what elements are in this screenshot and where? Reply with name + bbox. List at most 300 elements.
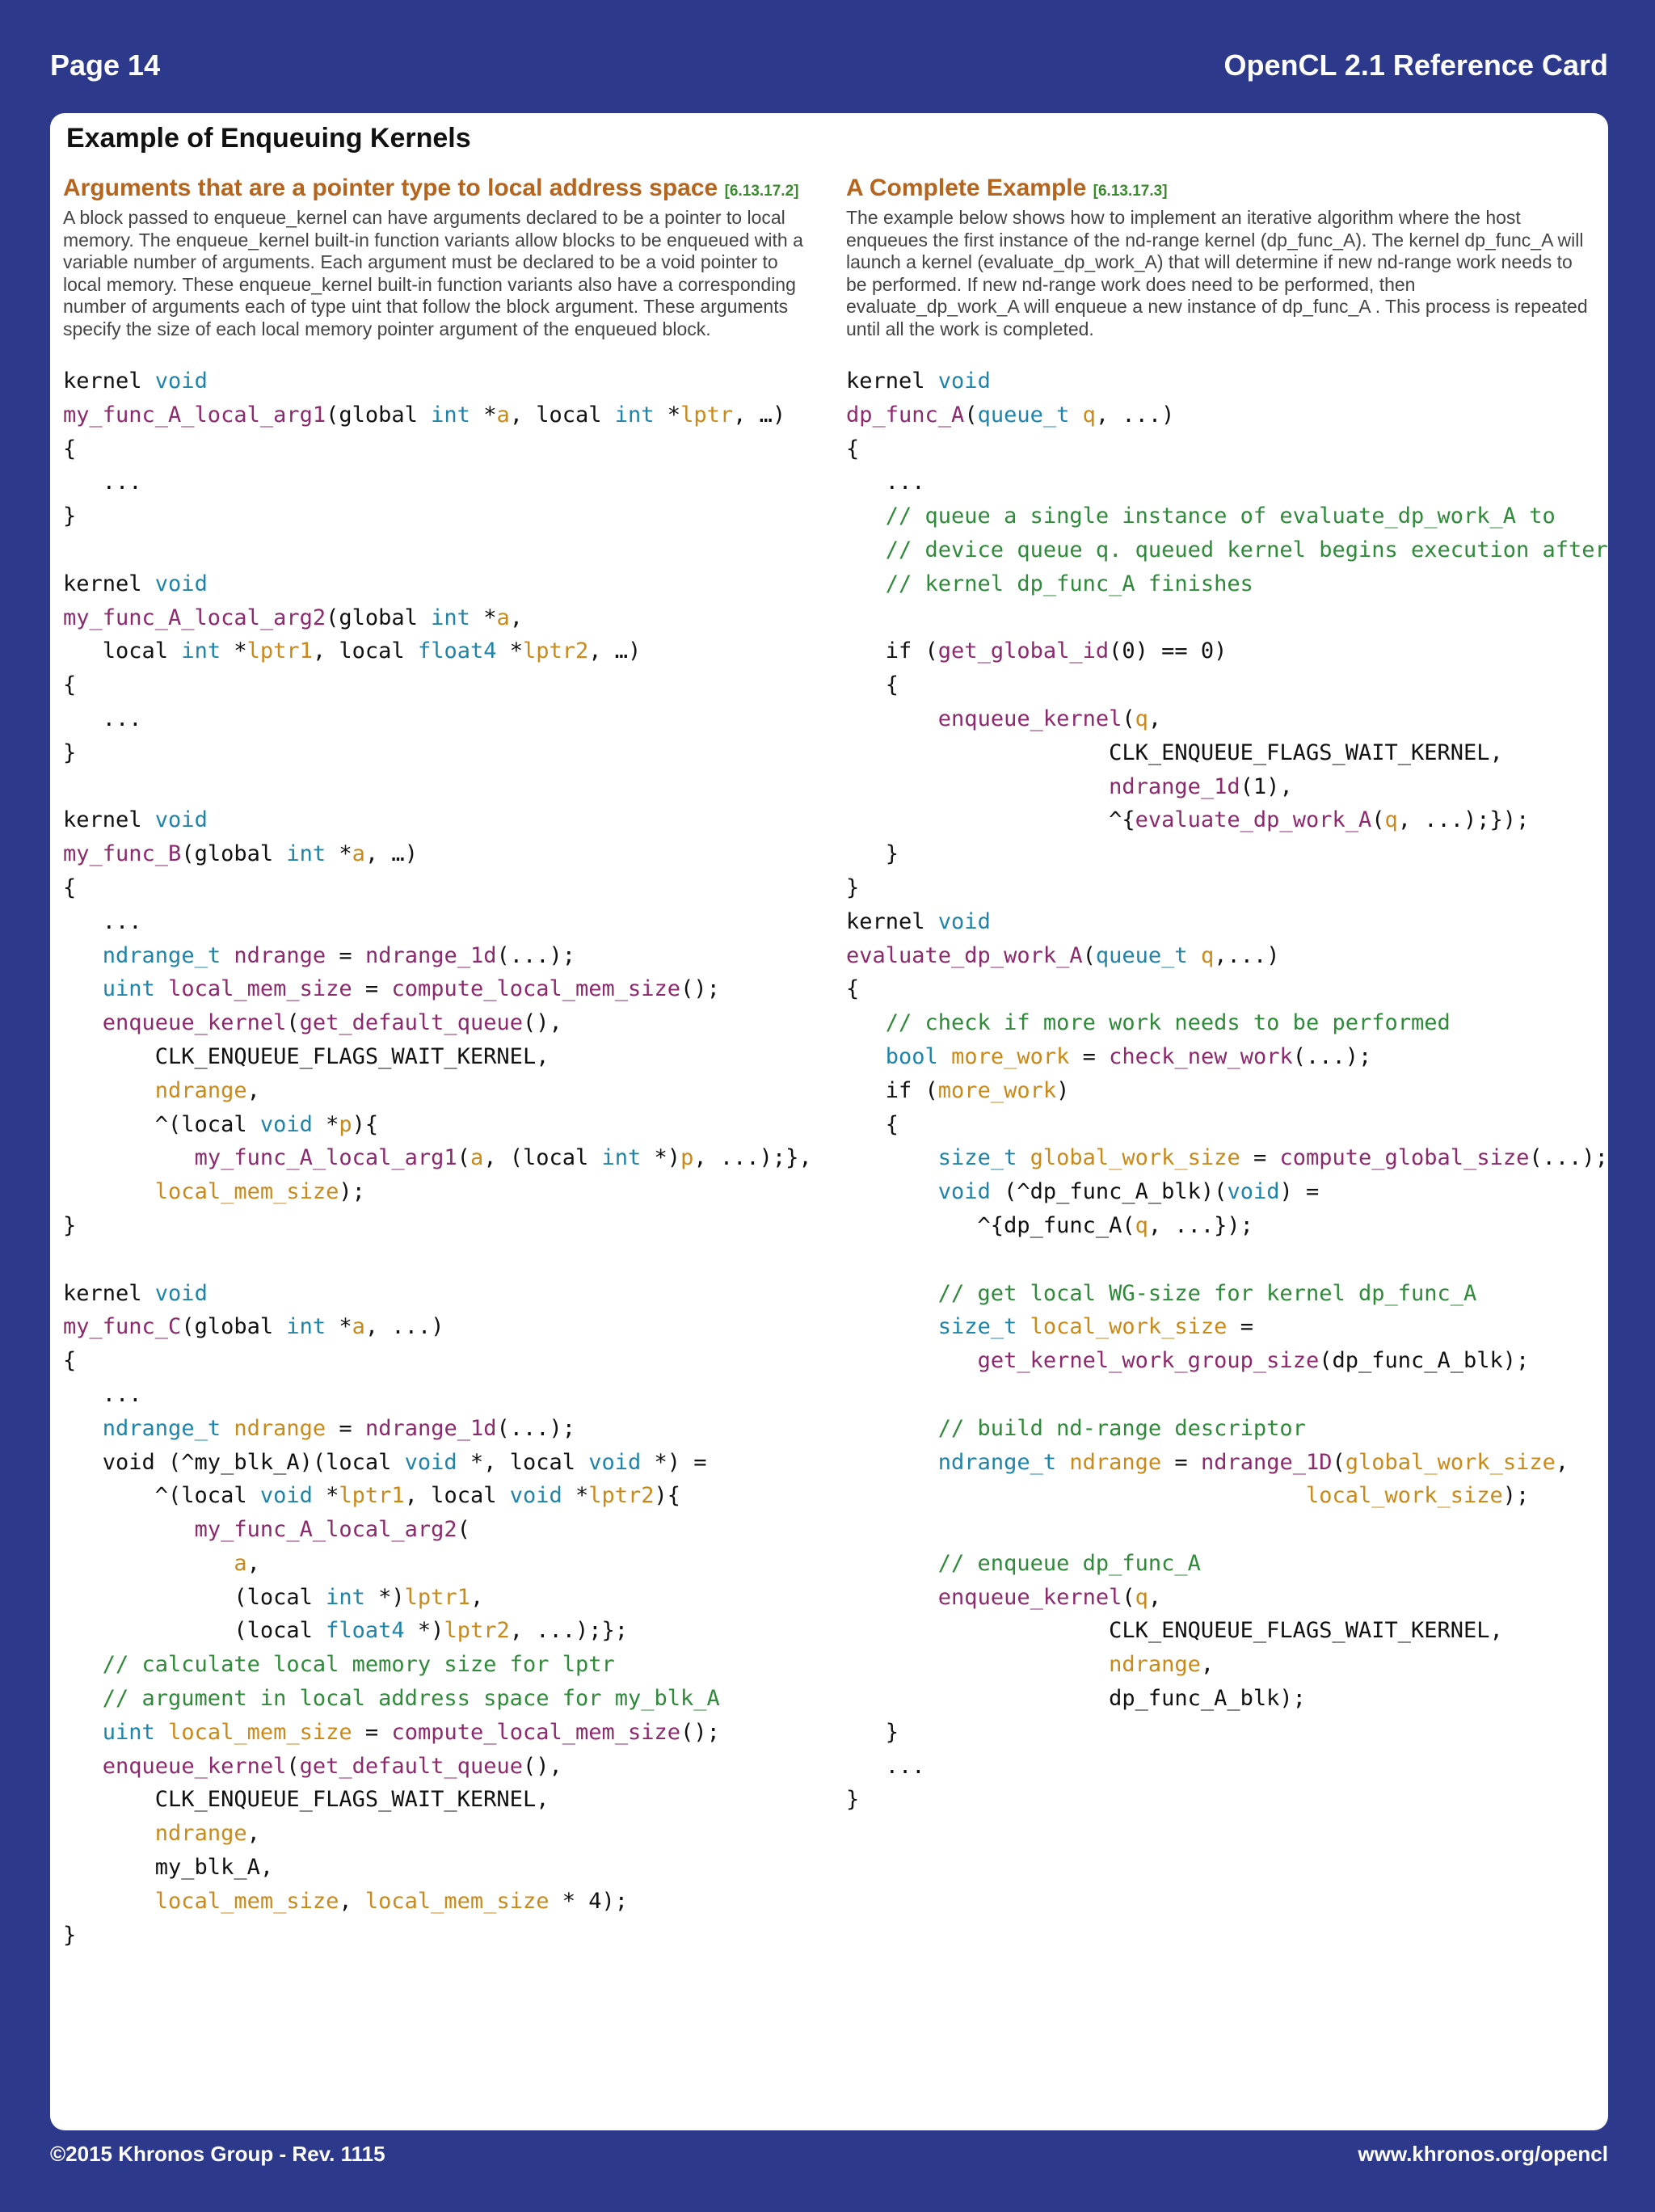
code-token: [846, 1585, 938, 1610]
code-token: *): [364, 1584, 405, 1610]
code-line: [63, 466, 815, 499]
code-token: * 4);: [549, 1888, 629, 1914]
code-token: (global: [326, 402, 432, 428]
code-token: int: [431, 605, 470, 630]
code-token: (: [964, 402, 978, 428]
code-token: a: [352, 1314, 365, 1340]
code-token: ...: [846, 1753, 925, 1779]
code-token: (: [457, 1145, 470, 1171]
code-token: =: [352, 976, 392, 1002]
code-token: }: [846, 874, 860, 900]
code-token: lptr: [680, 402, 734, 428]
code-line: [63, 1378, 815, 1412]
code-token: local_mem_size: [154, 1179, 339, 1205]
code-token: // kernel dp_func_A finishes: [846, 571, 1253, 596]
code-token: my_func_A_local_arg2: [194, 1517, 457, 1543]
right-heading-text: A Complete Example: [846, 175, 1087, 201]
code-token: (: [1332, 1449, 1345, 1475]
content-panel: [50, 113, 1608, 2130]
code-token: void: [588, 1449, 642, 1475]
code-token: void: [154, 571, 208, 596]
code-token: (: [286, 1753, 300, 1779]
code-token: // queue a single instance of evaluate_dp_work_A to: [846, 503, 1556, 529]
left-heading: [63, 173, 815, 207]
code-line: [846, 601, 1590, 635]
code-token: void: [259, 1111, 313, 1137]
code-token: evaluate_dp_work_A: [1135, 807, 1372, 833]
right-heading-ref: [6.13.17.3]: [1093, 183, 1168, 200]
left-paragraph: A block passed to enqueue_kernel can have arguments declared to be a pointer to local memory. The enqueue_kernel built-in function variants allow blocks to be enqueued with a variable number of arguments. Each argument must be declared to be a void pointer to local memory. These enqueue_kernel built-in function variants also have a corresponding number of arguments each of type uint that follow the block argument. These arguments specify the size of each local memory pointer argument of the enqueued block.: [63, 207, 803, 339]
code-line: [846, 466, 1590, 499]
code-token: my_func_A_local_arg1: [63, 402, 326, 428]
code-token: =: [1227, 1314, 1253, 1340]
code-token: kernel: [846, 908, 938, 934]
code-token: ...: [63, 1381, 142, 1407]
code-token: compute_local_mem_size: [391, 976, 681, 1002]
code-line: [846, 939, 1590, 973]
code-token: ,: [1555, 1449, 1569, 1475]
code-line: [846, 702, 1590, 736]
code-token: global_work_size: [1345, 1449, 1556, 1475]
code-token: lptr2: [444, 1618, 510, 1644]
code-token: , ...});: [1148, 1212, 1253, 1238]
code-token: get_kernel_work_group_size: [977, 1348, 1320, 1374]
code-token: [63, 1416, 103, 1441]
code-line: [846, 499, 1590, 533]
code-line: [846, 1175, 1590, 1209]
code-token: , …): [588, 638, 642, 664]
code-token: more_work: [951, 1043, 1070, 1069]
code-token: [1056, 1450, 1069, 1475]
code-token: ndrange_1d: [1109, 773, 1240, 799]
code-token: );: [1502, 1483, 1530, 1509]
code-line: [846, 1344, 1590, 1378]
code-token: ^(local: [63, 1483, 260, 1509]
code-token: CLK_ENQUEUE_FLAGS_WAIT_KERNEL,: [846, 739, 1503, 765]
code-token: ndrange: [154, 1821, 247, 1847]
code-token: }: [63, 503, 77, 529]
code-token: [221, 943, 234, 968]
code-token: ^{dp_func_A(: [846, 1212, 1135, 1238]
code-token: ndrange: [234, 1415, 326, 1441]
code-token: }: [846, 841, 899, 867]
code-line: [846, 1547, 1590, 1581]
code-token: void (^my_blk_A)(local: [63, 1449, 405, 1475]
code-token: compute_local_mem_size: [391, 1719, 681, 1745]
code-line: [63, 1581, 815, 1615]
code-token: }: [846, 1787, 860, 1813]
code-token: [63, 976, 103, 1001]
code-token: =: [326, 1415, 365, 1441]
code-token: a: [234, 1550, 247, 1576]
code-line: [63, 1513, 815, 1547]
code-token: , local: [404, 1483, 510, 1509]
code-token: ...: [63, 908, 142, 934]
left-column: [63, 173, 815, 1952]
code-token: ^{: [846, 807, 1135, 833]
code-token: get_default_queue: [299, 1753, 523, 1779]
code-line: [63, 803, 815, 837]
code-token: void: [154, 369, 208, 394]
code-token: my_func_A_local_arg1: [194, 1145, 457, 1171]
code-token: global_work_size: [1030, 1145, 1240, 1171]
code-token: {: [63, 874, 77, 900]
code-token: [846, 1145, 938, 1170]
code-token: , ...): [1095, 402, 1175, 428]
code-token: ndrange: [234, 942, 326, 968]
code-line: [846, 1277, 1590, 1311]
code-token: ,: [246, 1821, 260, 1847]
code-token: int: [601, 1145, 642, 1171]
code-token: [1188, 943, 1201, 968]
code-token: (dp_func_A_blk);: [1319, 1348, 1530, 1374]
code-token: get_global_id: [937, 638, 1110, 664]
code-token: uint: [102, 976, 155, 1002]
code-token: [63, 1145, 195, 1170]
code-token: void: [154, 1280, 208, 1306]
code-line: [63, 634, 815, 668]
code-line: [63, 1614, 815, 1648]
code-token: // check if more work needs to be performed: [846, 1010, 1451, 1036]
code-line: [63, 972, 815, 1006]
code-token: ndrange_t: [102, 942, 221, 968]
code-token: enqueue_kernel: [102, 1010, 287, 1036]
code-token: ){: [654, 1483, 681, 1509]
code-token: void: [937, 908, 991, 934]
code-token: );: [339, 1179, 365, 1205]
code-token: ndrange_t: [937, 1449, 1057, 1475]
code-token: }: [63, 1922, 77, 1948]
code-line: [63, 1344, 815, 1378]
code-token: local_work_size: [1305, 1483, 1503, 1509]
code-token: {: [846, 672, 899, 698]
code-line: [63, 432, 815, 466]
code-line: [846, 1614, 1590, 1648]
code-token: kernel: [63, 369, 155, 394]
page-number: Page 14: [50, 48, 161, 82]
code-token: ,: [1200, 1652, 1215, 1678]
code-token: , local: [312, 638, 418, 664]
code-token: my_func_B: [63, 841, 182, 867]
code-token: , …): [364, 841, 418, 867]
code-line: [63, 1783, 815, 1817]
code-line: [63, 364, 815, 398]
code-token: [1069, 402, 1082, 428]
code-token: *: [326, 1314, 352, 1340]
code-token: (: [457, 1517, 470, 1543]
code-token: [846, 1483, 1306, 1508]
code-token: [63, 1821, 155, 1846]
code-token: void: [1227, 1179, 1280, 1205]
code-line: [63, 702, 815, 736]
code-token: [155, 976, 168, 1001]
code-line: [846, 770, 1590, 804]
code-token: [1017, 1145, 1030, 1170]
code-token: , ...);},: [693, 1145, 812, 1171]
code-token: {: [63, 672, 77, 698]
code-token: {: [63, 1348, 77, 1374]
code-line: [846, 837, 1590, 871]
code-token: [63, 943, 103, 968]
card-title: OpenCL 2.1 Reference Card: [1223, 48, 1608, 82]
code-token: lptr2: [523, 638, 589, 664]
code-token: // enqueue dp_func_A: [846, 1550, 1201, 1576]
code-token: , …): [733, 402, 786, 428]
code-token: enqueue_kernel: [937, 1584, 1122, 1610]
code-token: {: [63, 436, 77, 461]
code-token: lptr2: [588, 1483, 655, 1509]
code-token: a: [496, 402, 510, 428]
code-token: *: [470, 402, 497, 428]
code-token: ^(local: [63, 1111, 260, 1137]
code-token: enqueue_kernel: [102, 1753, 287, 1779]
code-token: dp_func_A_blk);: [846, 1686, 1306, 1712]
code-token: [221, 1416, 234, 1441]
code-token: [846, 774, 1109, 799]
code-line: [63, 499, 815, 533]
code-line: [63, 1175, 815, 1209]
code-token: local_mem_size: [168, 976, 352, 1002]
code-line: [63, 1682, 815, 1716]
code-line: [63, 1277, 815, 1311]
code-token: (),: [522, 1010, 562, 1036]
code-token: ...: [63, 706, 142, 731]
right-heading: [846, 173, 1590, 207]
code-token: void: [509, 1483, 562, 1509]
code-token: ndrange_1d: [364, 1415, 497, 1441]
code-token: (: [1371, 807, 1385, 833]
code-token: (...);: [496, 1415, 576, 1441]
code-token: *, local: [457, 1449, 589, 1475]
code-token: void: [404, 1449, 457, 1475]
code-line: [846, 1682, 1590, 1716]
code-token: // build nd-range descriptor: [846, 1415, 1306, 1441]
code-line: [846, 1108, 1590, 1142]
code-line: [846, 432, 1590, 466]
code-token: my_blk_A,: [63, 1855, 274, 1881]
code-token: if (: [846, 638, 938, 664]
code-line: [846, 736, 1590, 770]
code-token: ndrange_1D: [1200, 1449, 1333, 1475]
code-line: [846, 1243, 1590, 1277]
code-line: [63, 1040, 815, 1074]
code-token: a: [496, 605, 510, 630]
code-token: ndrange_1d: [364, 942, 497, 968]
code-token: if (: [846, 1077, 938, 1103]
code-token: , ...): [364, 1314, 444, 1340]
code-token: ...: [63, 470, 142, 495]
code-token: uint: [102, 1719, 155, 1745]
code-line: [63, 905, 815, 939]
code-token: {: [846, 436, 860, 461]
code-token: kernel: [63, 571, 155, 596]
code-token: , ...);});: [1397, 807, 1530, 833]
code-token: enqueue_kernel: [937, 706, 1122, 731]
code-token: (local: [63, 1584, 326, 1610]
code-token: [63, 1754, 103, 1779]
code-token: local_mem_size: [154, 1888, 339, 1914]
code-token: // argument in local address space for my_blk_A: [63, 1686, 720, 1712]
code-token: *: [562, 1483, 589, 1509]
code-token: float4: [326, 1618, 405, 1644]
code-token: [63, 1551, 234, 1576]
code-token: p: [680, 1145, 694, 1171]
code-line: [846, 533, 1608, 567]
code-line: [63, 1243, 815, 1277]
code-token: [63, 1179, 155, 1204]
code-line: [846, 803, 1590, 837]
code-line: [846, 1446, 1590, 1480]
code-token: size_t: [937, 1145, 1017, 1171]
code-line: [846, 1581, 1590, 1615]
code-line: [846, 972, 1590, 1006]
code-line: [846, 567, 1590, 601]
code-token: check_new_work: [1109, 1043, 1293, 1069]
code-token: ndrange: [1109, 1652, 1201, 1678]
code-line: [846, 1074, 1590, 1108]
code-token: , ...);};: [509, 1618, 629, 1644]
right-code-block: [846, 364, 1608, 1817]
code-token: =: [326, 942, 365, 968]
code-line: [63, 1885, 815, 1919]
code-token: ): [1056, 1077, 1070, 1103]
code-token: ,: [339, 1888, 365, 1914]
left-heading-ref: [6.13.17.2]: [724, 183, 799, 200]
code-line: [846, 1040, 1590, 1074]
code-token: (global: [181, 841, 287, 867]
code-token: [846, 1179, 938, 1204]
code-token: ndrange: [1069, 1449, 1162, 1475]
code-line: [846, 1648, 1590, 1682]
code-line: [846, 871, 1590, 905]
code-token: (0) == 0): [1109, 638, 1228, 664]
code-line: [63, 398, 815, 432]
right-paragraph: The example below shows how to implement an iterative algorithm where the host enqueues the first instance of the nd-range kernel (dp_func_A). The kernel dp_func_A will launch a kernel (evaluate_dp_work_A) that will determine if new nd-range work needs to be performed. If new nd-range work does need to be performed, then evaluate_dp_work_A will enqueue a new instance of dp_func_A . This process is repeated until all the work is completed.: [846, 207, 1588, 339]
code-line: [846, 634, 1590, 668]
code-line: [846, 1716, 1590, 1750]
code-token: int: [181, 638, 221, 664]
code-token: // calculate local memory size for lptr: [63, 1652, 615, 1678]
code-token: [63, 1010, 103, 1035]
left-code-block: [63, 364, 815, 1952]
code-line: [63, 770, 815, 804]
code-token: queue_t: [977, 402, 1070, 428]
code-token: (global: [326, 605, 432, 630]
code-line: [846, 1479, 1590, 1513]
code-line: [846, 1209, 1590, 1243]
code-token: bool: [885, 1043, 938, 1069]
code-token: (...);: [1529, 1145, 1608, 1171]
code-line: [63, 1310, 815, 1344]
code-token: ,: [509, 605, 523, 630]
code-token: [846, 706, 938, 731]
code-token: q: [1384, 807, 1398, 833]
code-token: , local: [509, 402, 615, 428]
code-token: compute_global_size: [1279, 1145, 1530, 1171]
code-line: [63, 1817, 815, 1851]
code-token: local_mem_size: [364, 1888, 550, 1914]
code-token: [938, 1044, 951, 1069]
code-line: [63, 1446, 815, 1480]
code-token: [155, 1720, 168, 1745]
code-token: [63, 1078, 155, 1103]
code-token: evaluate_dp_work_A: [846, 942, 1083, 968]
code-token: int: [286, 1314, 326, 1340]
code-token: (1),: [1240, 773, 1293, 799]
code-token: [63, 1517, 195, 1542]
code-token: void: [937, 1179, 991, 1205]
code-line: [63, 1716, 815, 1750]
code-token: (global: [181, 1314, 287, 1340]
code-token: queue_t: [1095, 942, 1188, 968]
section-title: Example of Enqueuing Kernels: [66, 123, 471, 154]
code-line: [846, 1141, 1608, 1175]
code-line: [63, 601, 815, 635]
code-line: [63, 1479, 815, 1513]
code-token: lptr1: [246, 638, 313, 664]
code-line: [846, 1750, 1590, 1784]
code-token: ,: [1148, 1584, 1162, 1610]
code-token: kernel: [63, 807, 155, 833]
code-line: [63, 871, 815, 905]
code-token: local_mem_size: [168, 1719, 352, 1745]
code-line: [63, 533, 815, 567]
footer-copyright: ©2015 Khronos Group - Rev. 1115: [50, 2142, 385, 2166]
code-line: [63, 567, 815, 601]
code-token: dp_func_A: [846, 402, 965, 428]
left-heading-text: Arguments that are a pointer type to local address space: [63, 175, 718, 201]
code-token: p: [339, 1111, 352, 1137]
footer-url[interactable]: www.khronos.org/opencl: [1358, 2142, 1608, 2166]
code-token: my_func_A_local_arg2: [63, 605, 326, 630]
code-token: ();: [680, 1719, 720, 1745]
code-token: // get local WG-size for kernel dp_func_A: [846, 1280, 1477, 1306]
code-token: (: [1122, 1584, 1135, 1610]
code-token: lptr1: [339, 1483, 405, 1509]
code-line: [63, 1648, 815, 1682]
code-token: int: [286, 841, 326, 867]
code-line: [63, 1851, 815, 1885]
code-token: *: [470, 605, 497, 630]
code-line: [846, 1513, 1590, 1547]
code-token: , (local: [483, 1145, 602, 1171]
code-token: }: [63, 739, 77, 765]
code-token: int: [614, 402, 655, 428]
code-token: void: [259, 1483, 313, 1509]
code-line: [846, 668, 1590, 702]
code-token: float4: [417, 638, 497, 664]
code-token: {: [846, 976, 860, 1002]
code-token: *: [496, 638, 523, 664]
code-line: [63, 1209, 815, 1243]
code-token: a: [470, 1145, 484, 1171]
code-token: ndrange_t: [102, 1415, 221, 1441]
code-token: (: [1122, 706, 1135, 731]
code-line: [63, 1006, 815, 1040]
code-line: [846, 1006, 1590, 1040]
code-token: =: [352, 1719, 392, 1745]
code-token: size_t: [937, 1314, 1017, 1340]
code-line: [63, 1919, 815, 1953]
code-token: =: [1161, 1449, 1201, 1475]
code-token: [846, 1044, 886, 1069]
code-token: *) =: [641, 1449, 707, 1475]
code-token: ,...): [1214, 942, 1280, 968]
code-token: (local: [63, 1618, 326, 1644]
code-token: q: [1200, 942, 1215, 968]
code-token: *): [404, 1618, 444, 1644]
code-line: [846, 1412, 1590, 1446]
